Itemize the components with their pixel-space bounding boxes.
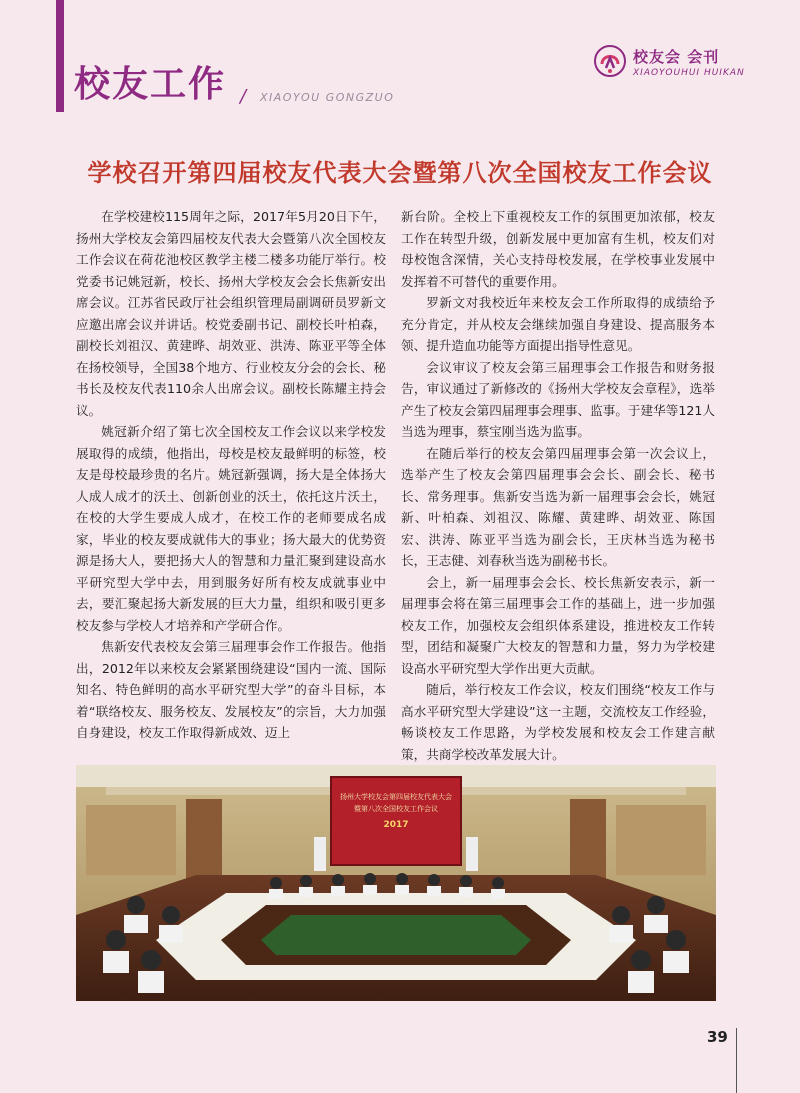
- banner-line-1: 扬州大学校友会第四届校友代表大会: [340, 793, 452, 801]
- banner-year: 2017: [383, 820, 409, 830]
- article-column-right: [401, 206, 715, 765]
- banner-line-2: 暨第八次全国校友工作会议: [354, 805, 438, 813]
- article-paragraph: 随后，举行校友工作会议，校友们围绕“校友工作与高水平研究型大学建设”这一主题，交流校友工作经验，畅谈校友工作思路，为学校发展和校友会工作建言献策，共商学校改革发展大计。: [401, 682, 715, 762]
- alumni-emblem-icon: [593, 44, 627, 78]
- section-pinyin: XIAOYOU GONGZUO: [260, 91, 395, 104]
- meeting-photo: [76, 765, 716, 1001]
- article-title: 学校召开第四届校友代表大会暨第八次全国校友工作会议: [87, 158, 713, 187]
- page-number: 39: [707, 1028, 728, 1046]
- article-paragraph: 姚冠新介绍了第七次全国校友工作会议以来学校发展取得的成绩，他指出，母校是校友最鲜明的标签，校友是母校最珍贵的名片。姚冠新强调，扬大是全体扬大人成人成才的沃土、创新创业的沃土，依托这片沃土，在校的大学生要成人成才，在校工作的老师要成名成家，毕业的校友要成就伟大的事业；扬大最大的优势资源是扬大人，要把扬大人的智慧和力量汇聚到建设高水平研究型大学中去，用到服务好所有校友成就事业中去，要汇聚起扬大新发展的巨大力量，组织和吸引更多校友参与学校人才培养和产学研合作。: [76, 424, 386, 633]
- section-title: 校友工作: [74, 63, 227, 105]
- page-divider: [736, 1028, 737, 1093]
- article-paragraph: 罗新文对我校近年来校友会工作所取得的成绩给予充分肯定，并从校友会继续加强自身建设、提高服务本领、提升造血功能等方面提出指导性意见。: [401, 295, 715, 353]
- section-slash: /: [240, 86, 247, 107]
- article-column-left: [76, 206, 386, 744]
- journal-name: 校友会 会刊: [633, 48, 720, 66]
- article-paragraph: 在学校建校115周年之际，2017年5月20日下午，扬州大学校友会第四届校友代表大会暨第八次全国校友工作会议在荷花池校区教学主楼二楼多功能厅举行。校党委书记姚冠新，校长、扬州大学校友会会长焦新安出席会议。江苏省民政厅社会组织管理局副调研员罗新文应邀出席会议并讲话。校党委副书记、副校长叶柏森，副校长刘祖汉、黄建晔、胡效亚、洪涛、陈亚平等全体在扬校领导，全国38个地方、行业校友分会的会长、秘书长及校友代表110余人出席会议。副校长陈耀主持会议。: [76, 209, 386, 418]
- article-paragraph: 焦新安代表校友会第三届理事会作工作报告。他指出，2012年以来校友会紧紧围绕建设“国内一流、国际知名、特色鲜明的高水平研究型大学”的奋斗目标，本着“联络校友、服务校友、发展校友”的宗旨，大力加强自身建设，校友工作取得新成效、迈上: [76, 639, 386, 740]
- journal-pinyin: XIAOYOUHUI HUIKAN: [633, 68, 745, 78]
- header-accent-bar: [56, 0, 64, 112]
- article-paragraph-continued: 新台阶。全校上下重视校友工作的氛围更加浓郁，校友工作在转型升级，创新发展中更加富有生机，校友们对母校饱含深情，关心支持母校发展，在学校事业发展中发挥着不可替代的重要作用。: [401, 209, 715, 289]
- article-paragraph: 会上，新一届理事会会长、校长焦新安表示，新一届理事会将在第三届理事会工作的基础上，进一步加强校友工作，加强校友会组织体系建设，推进校友工作转型，团结和凝聚广大校友的智慧和力量，努力为学校建设高水平研究型大学作出更大贡献。: [401, 574, 715, 676]
- article-paragraph: 会议审议了校友会第三届理事会工作报告和财务报告，审议通过了新修改的《扬州大学校友会章程》，选举产生了校友会第四届理事会理事、监事。于建华等121人当选为理事，蔡宝刚当选为监事。: [401, 359, 715, 439]
- journal-logo: [593, 44, 783, 84]
- article-paragraph: 在随后举行的校友会第四届理事会第一次会议上，选举产生了校友会第四届理事会会长、副会长、秘书长、常务理事。焦新安当选为新一届理事会会长，姚冠新、叶柏森、刘祖汉、陈耀、黄建晔、胡效亚、陈国宏、洪涛、陈亚平当选为副会长，王庆林当选为秘书长，王志健、刘春秋当选为副秘书长。: [401, 445, 715, 568]
